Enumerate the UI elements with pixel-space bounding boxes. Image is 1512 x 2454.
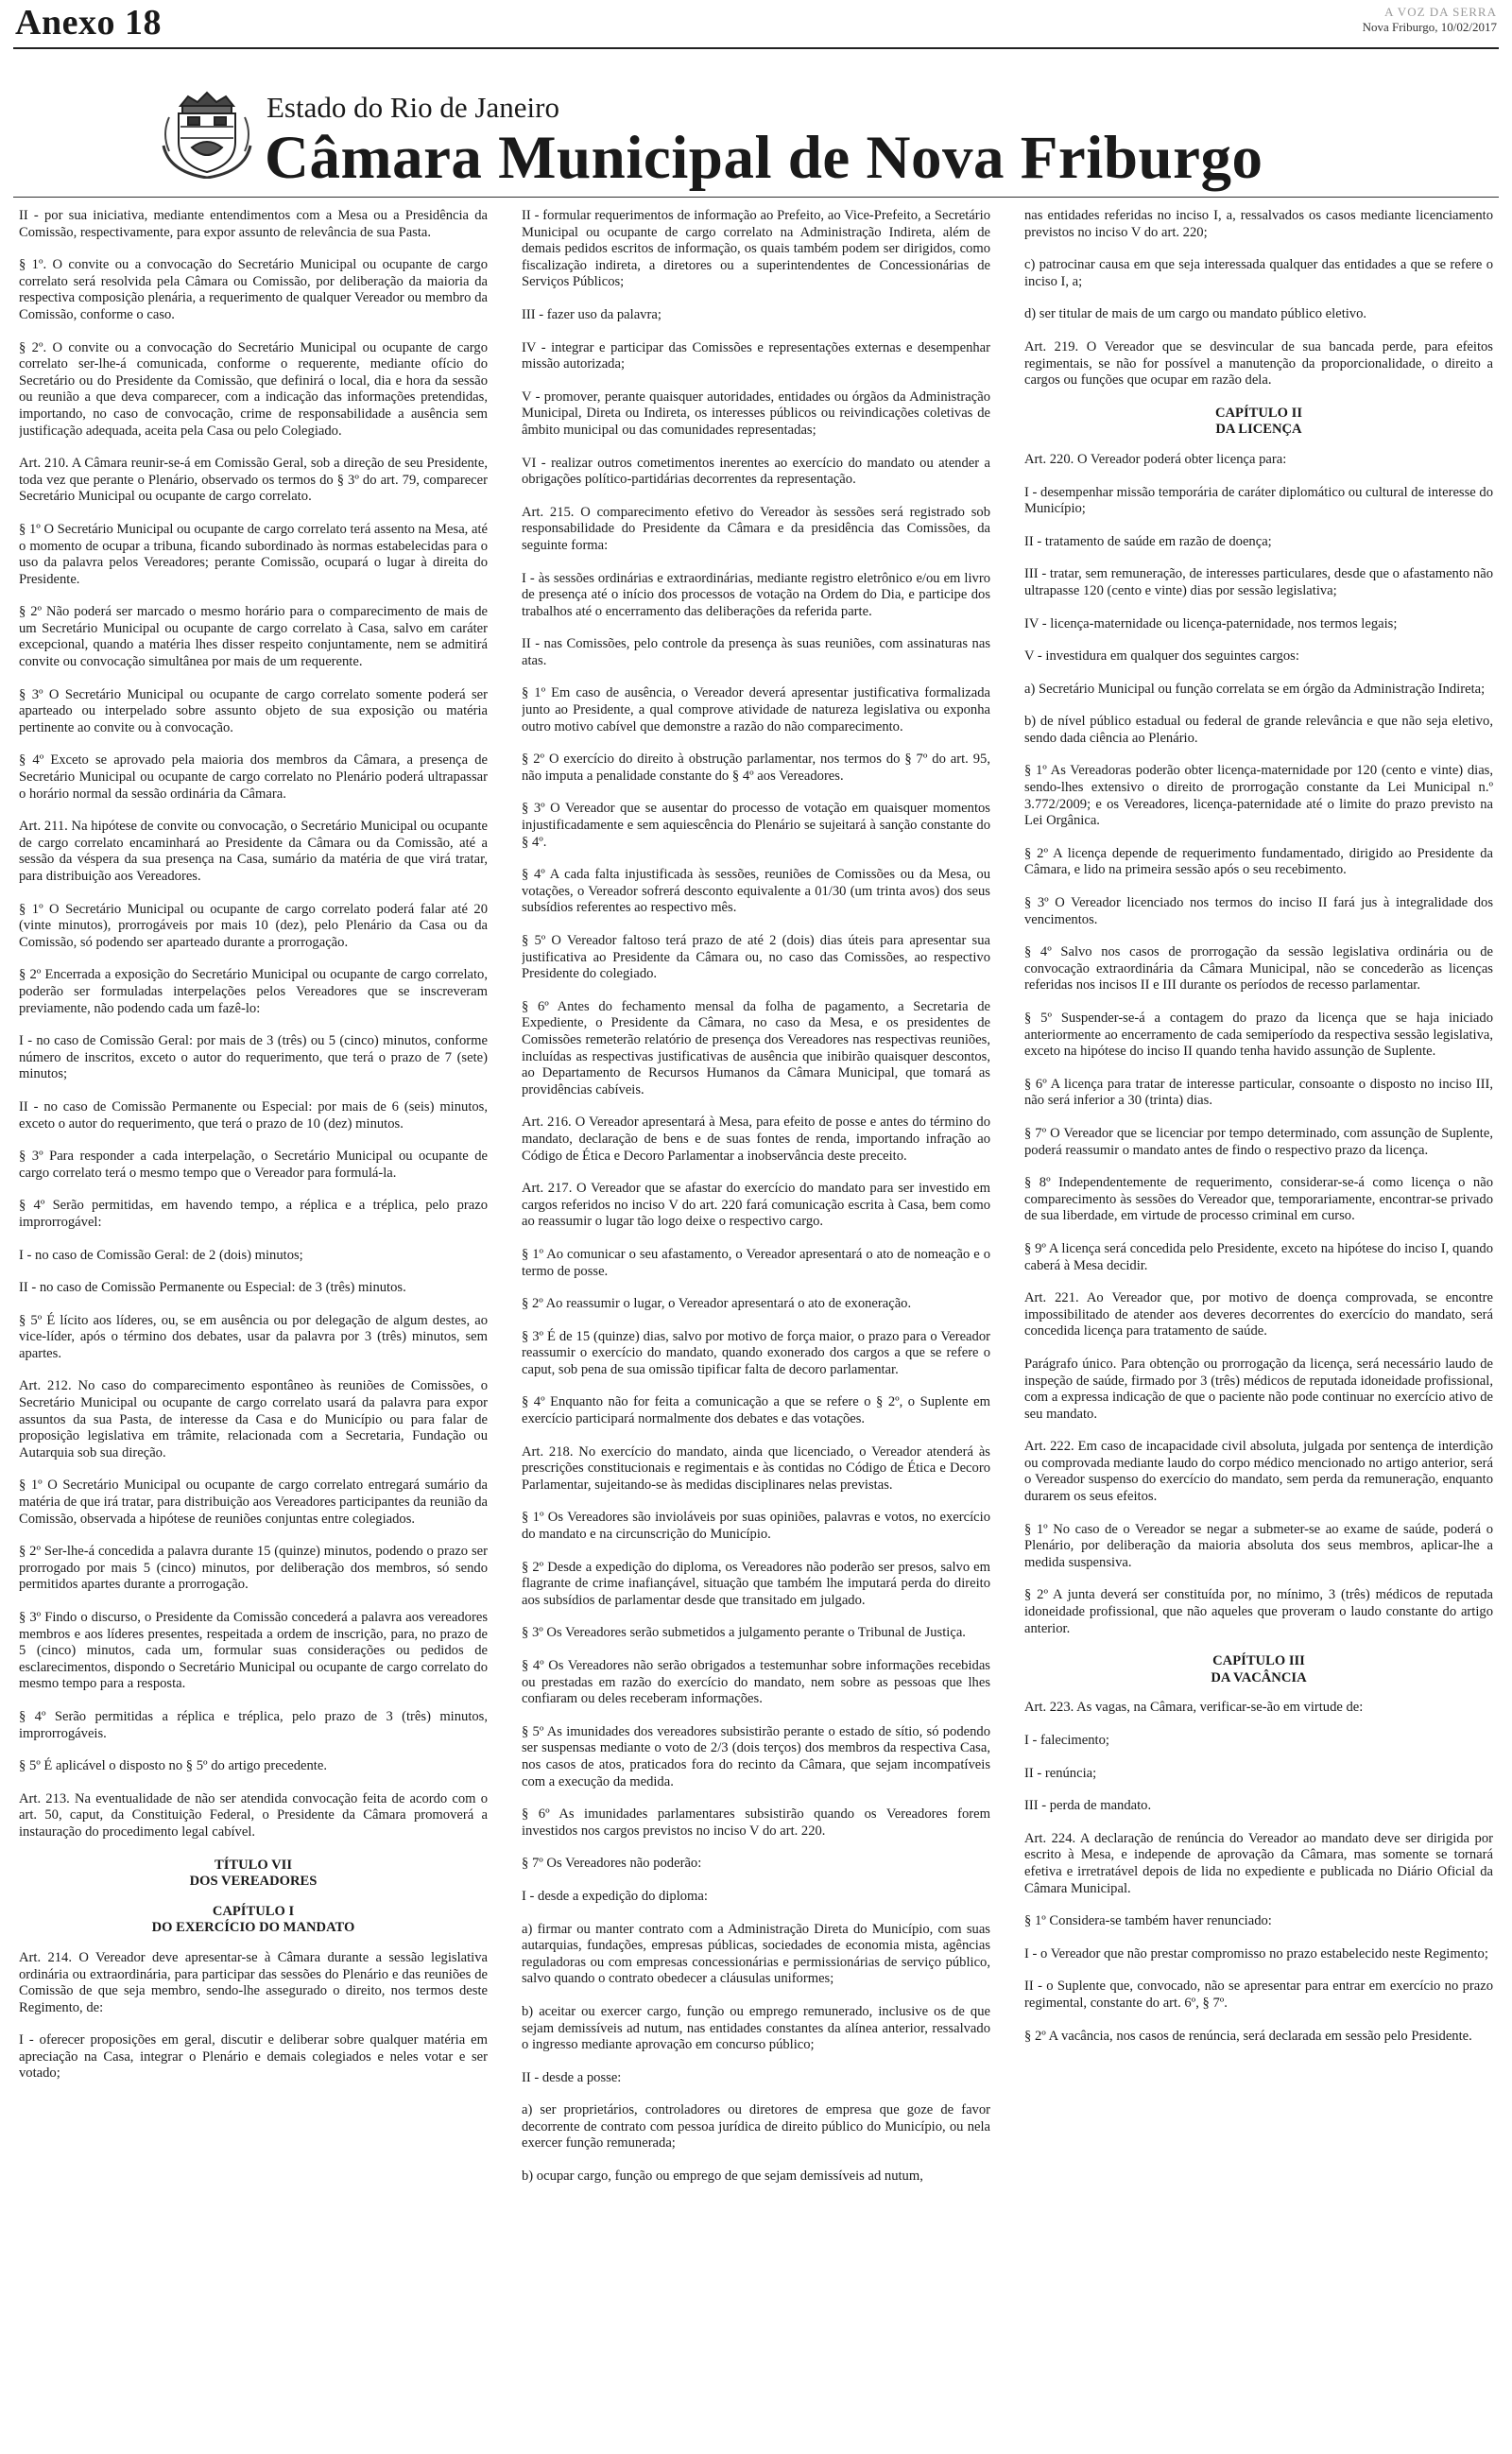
paragraph: I - desde a expedição do diploma:: [522, 1888, 708, 1904]
paragraph: Art. 214. O Vereador deve apresentar-se à Câmara durante a sessão legislativa ordinária ou extraordinária, para participar das sessões do Plenário e das reuniões de Comissão de que seja membro, sendo-lhe assegurado o direito, nos termos deste Regimento, de:: [19, 1949, 488, 2015]
paragraph: § 1º Ao comunicar o seu afastamento, o Vereador apresentará o ato de nomeação e o termo de posse.: [522, 1246, 990, 1279]
section-heading: CAPÍTULO III DA VACÂNCIA: [1211, 1653, 1307, 1685]
section-heading: CAPÍTULO I DO EXERCÍCIO DO MANDATO: [151, 1903, 355, 1936]
paragraph: Art. 224. A declaração de renúncia do Vereador ao mandato deve ser dirigida por escrito à Mesa, e independe de aprovação da Câmara, mas somente se tornará efetiva e irretratável depois de lida no expediente e publicada no Diário Oficial da Câmara Municipal.: [1024, 1830, 1493, 1896]
paragraph: § 2º Não poderá ser marcado o mesmo horário para o comparecimento de mais de um Secretário Municipal ou ocupante de cargo correlato à Casa, salvo em caráter excepcional, quando a matéria lhes disser respeito conjuntamente, nem se admitirá convite ou convocação simultânea por mais de um requerente.: [19, 604, 488, 670]
paragraph: § 3º O Vereador que se ausentar do processo de votação em quaisquer momentos injustificadamente e sem aquiescência do Plenário se sujeitará à sanção constante do § 4º.: [522, 801, 990, 850]
paragraph: Art. 215. O comparecimento efetivo do Vereador às sessões será registrado sob responsabilidade do Presidente da Câmara e da presidência das Comissões, da seguinte forma:: [522, 504, 990, 553]
paragraph: § 6º Antes do fechamento mensal da folha de pagamento, a Secretaria de Expediente, o Presidente da Câmara, no caso da Mesa, e os presidentes de Comissões remeterão relatório de presença dos Vereadores nas respectivas reuniões, incluídas as respectivas justificativas de ausência que inibirão quaisquer descontos, ao Departamento de Recursos Humanos da Câmara Municipal, que tomará as providências cabíveis.: [522, 998, 990, 1097]
paragraph: IV - integrar e participar das Comissões e representações externas e desempenhar missão autorizada;: [522, 339, 990, 372]
paragraph: III - tratar, sem remuneração, de interesses particulares, desde que o afastamento não ultrapasse 120 (cento e vinte) dias por sessão legislativa;: [1024, 566, 1493, 598]
paragraph: § 5º O Vereador faltoso terá prazo de até 2 (dois) dias úteis para apresentar sua justificativa ao Presidente da Câmara ou, no caso das Comissões, ao respectivo Presidente do colegiado.: [522, 933, 990, 982]
publication-info: [1363, 5, 1497, 35]
paragraph: § 4º Serão permitidas, em havendo tempo, a réplica e a tréplica, pelo prazo improrrogável:: [19, 1198, 488, 1230]
paragraph: § 4º Os Vereadores não serão obrigados a testemunhar sobre informações recebidas ou prestadas em razão do exercício do mandato, nem sobre as pessoas que lhes confiaram ou deles receberam informações.: [522, 1658, 990, 1707]
paragraph: § 4º A cada falta injustificada às sessões, reuniões de Comissões ou da Mesa, ou votações, o Vereador sofrerá desconto equivalente a 01/30 (um trinta avos) dos seus subsídios referentes ao respectivo mês.: [522, 867, 990, 916]
paragraph: § 2º. O convite ou a convocação do Secretário Municipal ou ocupante de cargo correlato ser-lhe-á comunicada, conforme o requerente, mediante ofício do Secretário ou do Presidente da Comissão, que definirá o local, dia e hora da sessão ou reunião a que deva comparecer, com a indicação das informações pretendidas, importando, no caso de convocação, crime de responsabilidade a ausência sem justificação adequada, aceita pela Casa ou pelo Colegiado.: [19, 339, 488, 439]
paragraph: § 3º É de 15 (quinze) dias, salvo por motivo de força maior, o prazo para o Vereador reassumir o exercício do mandato, quando exonerado dos cargos a que se refere o caput, sob pena de sua omissão tipificar falta de decoro parlamentar.: [522, 1328, 990, 1377]
column-2: [522, 208, 990, 2448]
paragraph: Art. 216. O Vereador apresentará à Mesa, para efeito de posse e antes do término do mandato, declaração de bens e de suas fontes de renda, importando infração ao Código de Ética e Decoro Parlamentar a inobservância deste preceito.: [522, 1115, 990, 1164]
column-1: [19, 208, 488, 2448]
paragraph: Art. 213. Na eventualidade de não ser atendida convocação feita de acordo com o art. 50, caput, da Constituição Federal, o Presidente da Câmara promoverá a instauração do procedimento legal cabível.: [19, 1790, 488, 1840]
paragraph: § 8º Independentemente de requerimento, considerar-se-á como licença o não comparecimento às sessões do Vereador que, temporariamente, encontrar-se privado de sua liberdade, em virtude de processo criminal em curso.: [1024, 1175, 1493, 1224]
paragraph: I - às sessões ordinárias e extraordinárias, mediante registro eletrônico e/ou em livro de presença até o início dos processos de votação na Ordem do Dia, e participe dos trabalhos até o encerramento das deliberações da referida parte.: [522, 570, 990, 619]
paragraph: § 2º O exercício do direito à obstrução parlamentar, nos termos do § 7º do art. 95, não imputa a penalidade constante do § 4º aos Vereadores.: [522, 752, 990, 784]
paragraph: II - tratamento de saúde em razão de doença;: [1024, 533, 1272, 549]
paragraph: § 5º É aplicável o disposto no § 5º do artigo precedente.: [19, 1758, 327, 1774]
masthead: [13, 55, 1499, 198]
paragraph: § 2º Ser-lhe-á concedida a palavra durante 15 (quinze) minutos, podendo o prazo ser prorrogado por mais 5 (cinco) minutos, por deliberação dos membros, só sendo permitidos apartes durante a prorrogação.: [19, 1544, 488, 1593]
paragraph: § 5º Suspender-se-á a contagem do prazo da licença que se haja iniciado anteriormente ao encerramento de cada semiperíodo da respectiva sessão legislativa, exceto na hipótese do inciso II quando tenha havido assunção de Suplente.: [1024, 1011, 1493, 1060]
paragraph: § 1º O Secretário Municipal ou ocupante de cargo correlato poderá falar até 20 (vinte minutos), prorrogáveis por mais 10 (dez), pelo Plenário da Casa ou da Comissão, só podendo ser aparteado durante a prorrogação.: [19, 901, 488, 950]
paragraph: Art. 210. A Câmara reunir-se-á em Comissão Geral, sob a direção de seu Presidente, toda vez que perante o Plenário, observado os termos do § 3º do art. 79, comparecer Secretário Municipal ou ocupante de cargo correlato.: [19, 456, 488, 505]
paragraph: II - desde a posse:: [522, 2069, 622, 2085]
paragraph: § 4º Serão permitidas a réplica e tréplica, pelo prazo de 3 (três) minutos, improrrogáveis.: [19, 1708, 488, 1741]
paragraph: § 3º Findo o discurso, o Presidente da Comissão concederá a palavra aos vereadores membros e aos líderes presentes, respeitada a ordem de inscrição, para, no prazo de 5 (cinco) minutos, cada um, formular suas considerações ou pedidos de esclarecimentos, dispondo o Secretário Municipal ou ocupante de cargo correlato do mesmo tempo para a resposta.: [19, 1610, 488, 1692]
page-header: [13, 0, 1499, 49]
paragraph: § 5º É lícito aos líderes, ou, se em ausência ou por delegação de algum destes, ao vice-líder, após o término dos debates, usar da palavra por 3 (três) minutos, sem apartes.: [19, 1312, 488, 1361]
paragraph: § 6º As imunidades parlamentares subsistirão quando os Vereadores forem investidos nos cargos previstos no inciso V do art. 220.: [522, 1806, 990, 1839]
paragraph: III - perda de mandato.: [1024, 1798, 1152, 1814]
paragraph: II - nas Comissões, pelo controle da presença às suas reuniões, com assinaturas nas atas.: [522, 636, 990, 668]
paragraph: § 1º No caso de o Vereador se negar a submeter-se ao exame de saúde, poderá o Plenário, por deliberação da maioria absoluta dos seus membros, aplicar-lhe a medida suspensiva.: [1024, 1521, 1493, 1570]
paragraph: I - oferecer proposições em geral, discutir e deliberar sobre qualquer matéria em apreciação na Casa, integrar o Plenário e demais colegiados e neles votar e ser votado;: [19, 2032, 488, 2082]
section-heading: CAPÍTULO II DA LICENÇA: [1214, 405, 1303, 438]
paragraph: II - formular requerimentos de informação ao Prefeito, ao Vice-Prefeito, a Secretário Municipal ou ocupante de cargo correlato na Administração Indireta, além de demais pedidos escritos de informação, os quais também podem ser dirigidos, como fiscalização indireta, a diretores ou a superintendentes de Concessionárias de Serviços Públicos;: [522, 208, 990, 290]
paragraph: § 1º As Vereadoras poderão obter licença-maternidade por 120 (cento e vinte) dias, sendo-lhes extensivo o direito de prorrogação constante da Lei Municipal n.º 3.772/2009; e os Vereadores, licença-paternidade até o limite do prazo previsto na Lei Orgânica.: [1024, 763, 1493, 829]
column-3: [1024, 208, 1493, 2448]
paragraph: § 9º A licença será concedida pelo Presidente, exceto na hipótese do inciso I, quando caberá à Mesa decidir.: [1024, 1240, 1493, 1273]
paragraph: I - no caso de Comissão Geral: por mais de 3 (três) ou 5 (cinco) minutos, conforme número de inscritos, exceto o autor do requerimento, que terá o prazo de 7 (sete) minutos;: [19, 1033, 488, 1082]
paragraph: Art. 219. O Vereador que se desvincular de sua bancada perde, para efeitos regimentais, se não for possível a manutenção da proporcionalidade, o direito a cargos ou funções que ocupar em razão dela.: [1024, 338, 1493, 389]
paragraph: II - no caso de Comissão Permanente ou Especial: de 3 (três) minutos.: [19, 1280, 406, 1296]
paragraph: § 2º Desde a expedição do diploma, os Vereadores não poderão ser presos, salvo em flagrante de crime inafiançável, situação que também lhe imputará perda do direito aos subsídios de parlamentar desde que transitado em julgado.: [522, 1559, 990, 1608]
paragraph: § 4º Salvo nos casos de prorrogação da sessão legislativa ordinária ou de convocação extraordinária da Câmara Municipal, não se concederão as licenças referidas nos incisos II e III durante os períodos de recesso parlamentar.: [1024, 944, 1493, 994]
state-name: Estado do Rio de Janeiro: [266, 91, 559, 124]
paragraph: Parágrafo único. Para obtenção ou prorrogação da licença, será necessário laudo de inspeção de saúde, firmado por 3 (três) médicos de reputada idoneidade profissional, com a expressa indicação de que o paciente não pode continuar no exercício ativo de seu mandato.: [1024, 1356, 1493, 1422]
paragraph: § 5º As imunidades dos vereadores subsistirão perante o estado de sítio, só podendo ser suspensas mediante o voto de 2/3 (dois terços) dos membros da respectiva Casa, nos casos de atos, praticados fora do recinto da Câmara, que sejam incompatíveis com a execução da medida.: [522, 1723, 990, 1789]
paragraph: I - no caso de Comissão Geral: de 2 (dois) minutos;: [19, 1247, 303, 1263]
paragraph: V - investidura em qualquer dos seguintes cargos:: [1024, 648, 1299, 665]
paragraph: § 1º Considera-se também haver renunciado:: [1024, 1913, 1272, 1929]
paragraph: § 2º A licença depende de requerimento fundamentado, dirigido ao Presidente da Câmara, e lido na primeira sessão após o seu recebimento.: [1024, 845, 1493, 878]
paragraph: Art. 218. No exercício do mandato, ainda que licenciado, o Vereador atenderá às prescrições constitucionais e regimentais e às contidas no Código de Ética e Decoro Parlamentar, sujeitando-se às medidas disciplinares nelas previstas.: [522, 1443, 990, 1493]
paragraph: § 1º Em caso de ausência, o Vereador deverá apresentar justificativa formalizada junto ao Presidente, a qual comprove atividade de natureza legislativa ou exponha outro motivo cabível que demonstre a razão do não comparecimento.: [522, 685, 990, 734]
paragraph: a) firmar ou manter contrato com a Administração Direta do Município, com suas autarquias, fundações, empresas públicas, sociedades de economia mista, agências reguladoras ou com empresas concessionárias e permissionárias de serviço público, salvo quando o contrato obedecer a cláusulas uniformes;: [522, 1921, 990, 1987]
paragraph: § 4º Exceto se aprovado pela maioria dos membros da Câmara, a presença de Secretário Municipal ou ocupante de cargo correlato no Plenário poderá ultrapassar o horário normal da sessão ordinária da Câmara.: [19, 752, 488, 802]
paragraph: § 2º Ao reassumir o lugar, o Vereador apresentará o ato de exoneração.: [522, 1296, 912, 1312]
paragraph: § 3º Os Vereadores serão submetidos a julgamento perante o Tribunal de Justiça.: [522, 1625, 966, 1641]
paragraph: § 3º O Secretário Municipal ou ocupante de cargo correlato somente poderá ser aparteado ou interpelado sobre assunto objeto de sua exposição ou matéria pertinente ao convite ou à convocação.: [19, 686, 488, 735]
paragraph: b) ocupar cargo, função ou emprego de que sejam demissíveis ad nutum,: [522, 2169, 923, 2185]
paragraph: § 2º A vacância, nos casos de renúncia, será declarada em sessão pelo Presidente.: [1024, 2028, 1472, 2044]
paragraph: § 2º A junta deverá ser constituída por, no mínimo, 3 (três) médicos de reputada idoneidade profissional, que não aqueles que proveram o laudo constante do artigo anterior.: [1024, 1587, 1493, 1636]
municipal-coat-of-arms-icon: [160, 89, 254, 183]
paragraph: IV - licença-maternidade ou licença-paternidade, nos termos legais;: [1024, 615, 1398, 631]
paragraph: § 1º O Secretário Municipal ou ocupante de cargo correlato terá assento na Mesa, até o momento de ocupar a tribuna, ficando subordinado às normas estabelecidas para o uso da palavra pelos Vereadores; perante Comissão, ocupará o lugar à direita do Presidente.: [19, 521, 488, 587]
paragraph: I - falecimento;: [1024, 1733, 1109, 1748]
paragraph: a) Secretário Municipal ou função correlata se em órgão da Administração Indireta;: [1024, 681, 1486, 697]
paragraph: b) aceitar ou exercer cargo, função ou emprego remunerado, inclusive os de que sejam demissíveis ad nutum, nas entidades constantes da alínea anterior, ressalvado o ingresso mediante aprovação em concurso público;: [522, 2003, 990, 2053]
paragraph: § 3º Para responder a cada interpelação, o Secretário Municipal ou ocupante de cargo correlato terá o mesmo tempo que o Vereador para formulá-la.: [19, 1149, 488, 1181]
paragraph: III - fazer uso da palavra;: [522, 306, 662, 322]
paragraph: II - renúncia;: [1024, 1765, 1097, 1781]
paragraph: II - no caso de Comissão Permanente ou Especial: por mais de 6 (seis) minutos, exceto o autor do requerimento, que terá o prazo de 10 (dez) minutos.: [19, 1098, 488, 1132]
paragraph: § 4º Enquanto não for feita a comunicação a que se refere o § 2º, o Suplente em exercício participará normalmente dos debates e das votações.: [522, 1394, 990, 1427]
paragraph: § 1º Os Vereadores são invioláveis por suas opiniões, palavras e votos, no exercício do mandato e na circunscrição do Município.: [522, 1510, 990, 1543]
paragraph: VI - realizar outros cometimentos inerentes ao exercício do mandato ou atender a obrigações político-partidárias decorrentes da representação.: [522, 455, 990, 488]
paragraph: I - desempenhar missão temporária de caráter diplomático ou cultural de interesse do Município;: [1024, 484, 1493, 517]
paragraph: c) patrocinar causa em que seja interessada qualquer das entidades a que se refere o inciso I, a;: [1024, 257, 1493, 289]
paragraph: Art. 222. Em caso de incapacidade civil absoluta, julgada por sentença de interdição ou comprovada mediante laudo do corpo médico mencionado no artigo anterior, será o Vereador suspenso do exercício do mandato, sem perda da remuneração, enquanto durarem os seus efeitos.: [1024, 1439, 1493, 1505]
paragraph: Art. 221. Ao Vereador que, por motivo de doença comprovada, se encontre impossibilitado de atender aos deveres decorrentes do exercício do mandato, será concedida licença para tratamento de saúde.: [1024, 1290, 1493, 1339]
paragraph: Art. 217. O Vereador que se afastar do exercício do mandato para ser investido em cargos referidos no inciso V do art. 220 fará comunicação escrita à Casa, bem como ao reassumir o lugar tão logo deixe o respectivo cargo.: [522, 1181, 990, 1230]
paragraph: § 2º Encerrada a exposição do Secretário Municipal ou ocupante de cargo correlato, poderão ser formuladas interpelações pelos Vereadores que se inscreveram previamente, não podendo cada um fazê-lo:: [19, 967, 488, 1016]
chamber-name: Câmara Municipal de Nova Friburgo: [265, 124, 1263, 192]
paragraph: Art. 220. O Vereador poderá obter licença para:: [1024, 451, 1287, 467]
paragraph: § 3º O Vereador licenciado nos termos do inciso II fará jus à integralidade dos vencimentos.: [1024, 895, 1493, 927]
paragraph: Art. 212. No caso do comparecimento espontâneo às reuniões de Comissões, o Secretário Municipal ou ocupante de cargo correlato usará da palavra para expor assuntos da sua Pasta, de interesse da Casa e do Município ou para falar de proposição legislativa em trâmite, relacionada com a Secretaria, Fundação ou Autarquia sob sua direção.: [19, 1378, 488, 1460]
publication-date: Nova Friburgo, 10/02/2017: [1362, 20, 1497, 34]
paragraph: II - o Suplente que, convocado, não se apresentar para entrar em exercício no prazo regimental, constante do art. 6º, § 7º.: [1024, 1979, 1493, 2011]
paragraph: § 7º Os Vereadores não poderão:: [522, 1856, 702, 1872]
paragraph: V - promover, perante quaisquer autoridades, entidades ou órgãos da Administração Municipal, Direta ou Indireta, os interesses públicos ou reivindicações coletivas de âmbito municipal ou das comunidades representadas;: [522, 389, 990, 438]
paragraph: § 1º. O convite ou a convocação do Secretário Municipal ou ocupante de cargo correlato será resolvida pela Câmara ou Comissão, por deliberação da maioria da respectiva composição plenária, a requerimento de qualquer Vereador ou membro da Comissão, conforme o caso.: [19, 257, 488, 322]
paragraph: § 6º A licença para tratar de interesse particular, consoante o disposto no inciso III, não será inferior a 30 (trinta) dias.: [1024, 1076, 1493, 1109]
paragraph: a) ser proprietários, controladores ou diretores de empresa que goze de favor decorrente de contrato com pessoa jurídica de direito público do Município, ou nela exercer função remunerada;: [522, 2102, 990, 2152]
page-label: Anexo 18: [15, 3, 162, 43]
section-heading: TÍTULO VII DOS VEREADORES: [189, 1857, 318, 1890]
publication-name: A VOZ DA SERRA: [1384, 5, 1497, 19]
article-body: [19, 208, 1493, 2448]
paragraph: § 1º O Secretário Municipal ou ocupante de cargo correlato entregará sumário da matéria de que irá tratar, para distribuição aos Vereadores participantes da reunião da Comissão, observada a hipótese de reuniões conjuntas entre colegiados.: [19, 1478, 488, 1527]
paragraph: nas entidades referidas no inciso I, a, ressalvados os casos mediante licenciamento previstos no inciso V do art. 220;: [1024, 208, 1493, 240]
paragraph: b) de nível público estadual ou federal de grande relevância e que não seja eletivo, sendo dada ciência ao Plenário.: [1024, 714, 1493, 746]
paragraph: d) ser titular de mais de um cargo ou mandato público eletivo.: [1024, 306, 1367, 322]
paragraph: II - por sua iniciativa, mediante entendimentos com a Mesa ou a Presidência da Comissão, respectivamente, para expor assunto de relevância de sua Pasta.: [19, 208, 488, 240]
paragraph: Art. 223. As vagas, na Câmara, verificar-se-ão em virtude de:: [1024, 1700, 1364, 1716]
paragraph: I - o Vereador que não prestar compromisso no prazo estabelecido neste Regimento;: [1024, 1945, 1488, 1961]
paragraph: § 7º O Vereador que se licenciar por tempo determinado, com assunção de Suplente, poderá reassumir o mandato antes de findo o respectivo prazo da licença.: [1024, 1125, 1493, 1158]
paragraph: Art. 211. Na hipótese de convite ou convocação, o Secretário Municipal ou ocupante de cargo correlato encaminhará ao Presidente da Câmara ou da Comissão, até a sessão da véspera da sua presença na Casa, sumário da matéria de que virá tratar, para distribuição aos Vereadores.: [19, 819, 488, 884]
